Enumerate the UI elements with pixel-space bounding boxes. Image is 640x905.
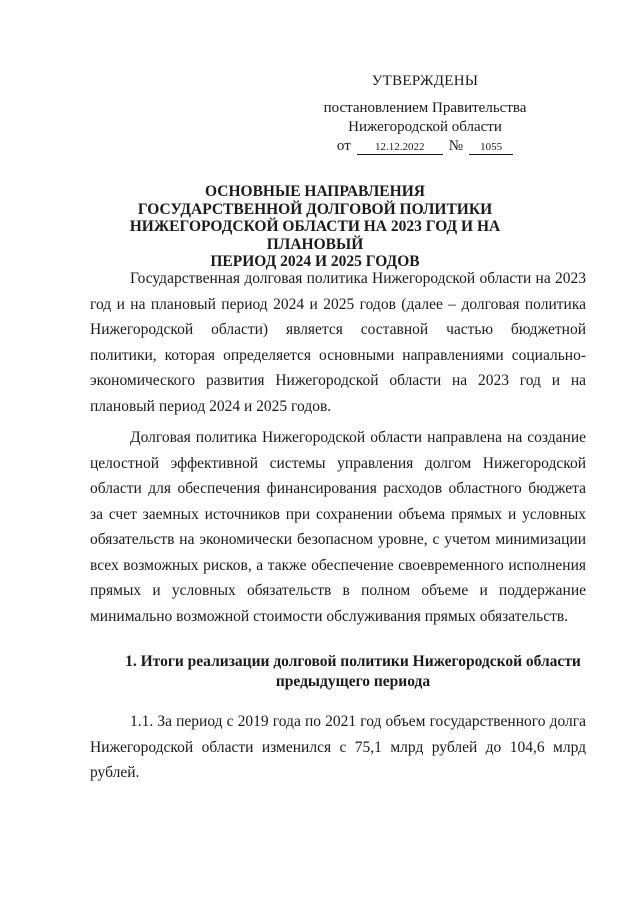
approval-date-line <box>300 137 550 156</box>
document-title <box>80 183 550 271</box>
title-line-2: ГОСУДАРСТВЕННОЙ ДОЛГОВОЙ ПОЛИТИКИ <box>137 200 493 218</box>
section-heading <box>118 652 588 692</box>
number-label: № <box>448 138 464 154</box>
from-label: от <box>336 138 351 154</box>
approval-line-2: Нижегородской области <box>348 119 502 135</box>
approval-line-1: постановлением Правительства <box>323 100 527 116</box>
paragraph-intro: Государственная долговая политика Нижегородской области на 2023 год и на плановый период 2024 и 2025 годов (далее – долговая политика Нижегородской области) является составной частью бюджетной политики, которая определяется основными направлениями социально-экономического развития Нижегородской области на 2023 год и на плановый период 2024 и 2025 годов. <box>90 270 586 415</box>
title-line-1: ОСНОВНЫЕ НАПРАВЛЕНИЯ <box>205 183 425 200</box>
section-heading-line-1: 1. Итоги реализации долговой политики Нижегородской области <box>125 653 581 670</box>
approval-block <box>300 72 550 156</box>
paragraph-goal: Долговая политика Нижегородской области направлена на создание целостной эффективной системы управления долгом Нижегородской области для обеспечения финансирования расходов областного бюджета за счет заемных источников при сохранении объема прямых и условных обязательств на экономически безопасном уровне, с учетом минимизации всех возможных рисков, а также обеспечение своевременного исполнения прямых и условных обязательств в полном объеме и поддержание минимально возможной стоимости обслуживания прямых обязательств. <box>90 429 586 625</box>
section-heading-line-2: предыдущего периода <box>275 673 431 690</box>
approval-date: 12.12.2022 <box>357 141 443 155</box>
approval-number: 1055 <box>469 141 513 155</box>
paragraph-1-1: 1.1. За период с 2019 года по 2021 год объем государственного долга Нижегородской области изменился с 75,1 млрд рублей до 104,6 млрд рублей. <box>90 713 586 781</box>
approval-heading: УТВЕРЖДЕНЫ <box>371 73 479 89</box>
title-line-4: ПЕРИОД 2024 И 2025 ГОДОВ <box>210 253 420 270</box>
title-line-3: НИЖЕГОРОДСКОЙ ОБЛАСТИ НА 2023 ГОД И НА ПЛАНОВЫЙ <box>129 218 501 253</box>
